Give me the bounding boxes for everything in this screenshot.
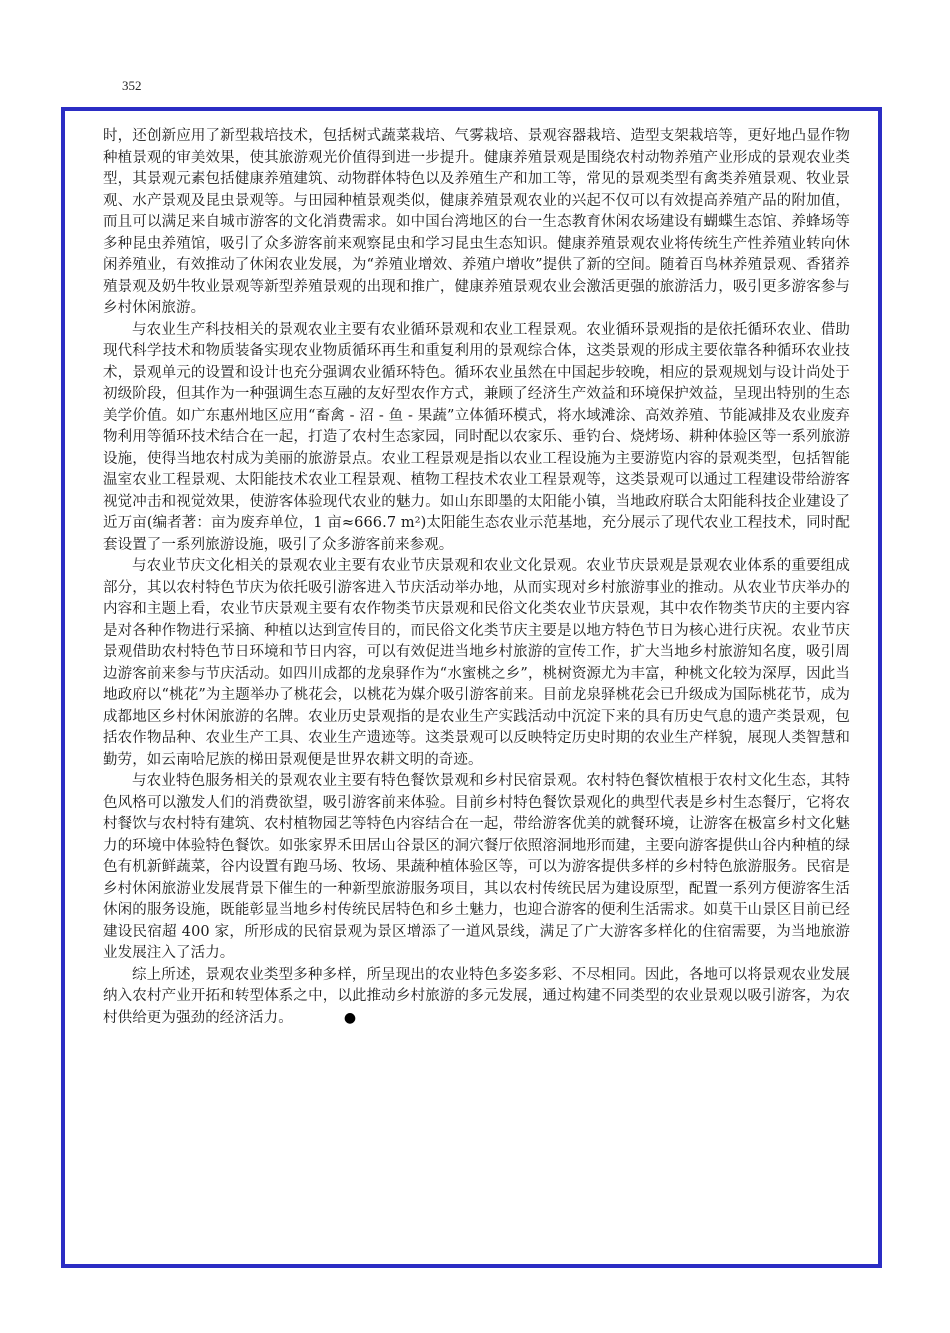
paragraph-2: 与农业生产科技相关的景观农业主要有农业循环景观和农业工程景观。农业循环景观指的是依托循环农业、借助现代科学技术和物质装备实现农业物质循环再生和重复利用的景观综合体，这类景观的形成主要依靠各种循环农业技术，景观单元的设置和设计也充分强调农业循环特色。循环农业虽然在中国起步较晚，相应的景观规划与设计尚处于初级阶段，但其作为一种强调生态互融的友好型农作方式，兼顾了经济生产效益和环境保护效益，呈现出特别的生态美学价值。如广东惠州地区应用“畜禽 - 沼 - 鱼 - 果蔬”立体循环模式，将水域滩涂、高效养殖、节能减排及农业废弃物利用等循环技术结合在一起，打造了农村生态家园，同时配以农家乐、垂钓台、烧烤场、耕种体验区等一系列旅游设施，使得当地农村成为美丽的旅游景点。农业工程景观是指以农业工程设施为主要游览内容的景观类型，包括智能温室农业工程景观、太阳能技术农业工程景观、植物工程技术农业工程景观等，这类景观可以通过工程建设带给游客视觉冲击和视觉效果，使游客体验现代农业的魅力。如山东即墨的太阳能小镇，当地政府联合太阳能科技企业建设了近万亩(编者著：亩为废弃单位，1 亩≈666.7 m²)太阳能生态农业示范基地，充分展示了现代农业工程技术，同时配套设置了一系列旅游设施，吸引了众多游客前来参观。: [103, 321, 850, 553]
paragraph-4: 与农业特色服务相关的景观农业主要有特色餐饮景观和乡村民宿景观。农村特色餐饮植根于农村文化生态，其特色风格可以激发人们的消费欲望，吸引游客前来体验。目前乡村特色餐饮景观化的典型代表是乡村生态餐厅，它将农村餐饮与农村特有建筑、农村植物园艺等特色内容结合在一起，带给游客优美的就餐环境，让游客在极富乡村文化魅力的环境中体验特色餐饮。如张家界禾田居山谷景区的洞穴餐厅依照溶洞地形而建，主要向游客提供山谷内种植的绿色有机新鲜蔬菜，谷内设置有跑马场、牧场、果蔬种植体验区等，可以为游客提供多样的乡村特色旅游服务。民宿是乡村休闲旅游业发展背景下催生的一种新型旅游服务项目，其以农村传统民居为建设原型，配置一系列方便游客生活休闲的服务设施，既能彰显当地乡村传统民居特色和乡土魅力，也迎合游客的便利生活需求。如莫干山景区目前已经建设民宿超 400 家，所形成的民宿景观为景区增添了一道风景线，满足了广大游客多样化的住宿需要，为当地旅游业发展注入了活力。: [103, 773, 850, 961]
end-of-article-mark: ●: [343, 1009, 357, 1026]
paragraph-5: [103, 965, 850, 1030]
paragraph-3: 与农业节庆文化相关的景观农业主要有农业节庆景观和农业文化景观。农业节庆景观是景观农业体系的重要组成部分，其以农村特色节庆为依托吸引游客进入节庆活动举办地，从而实现对乡村旅游事业的推动。从农业节庆举办的内容和主题上看，农业节庆景观主要有农作物类节庆景观和民俗文化类农业节庆景观，其中农作物类节庆的主要内容是对各种作物进行采摘、种植以达到宣传目的，而民俗文化类节庆主要是以地方特色节日为核心进行庆祝。农业节庆景观借助农村特色节日环境和节日内容，可以有效促进当地乡村旅游的宣传工作，扩大当地乡村旅游知名度，吸引周边游客前来参与节庆活动。如四川成都的龙泉驿作为“水蜜桃之乡”，桃树资源尤为丰富，种桃文化较为深厚，因此当地政府以“桃花”为主题举办了桃花会，以桃花为媒介吸引游客前来。目前龙泉驿桃花会已升级成为国际桃花节，成为成都地区乡村休闲旅游的名牌。农业历史景观指的是农业生产实践活动中沉淀下来的具有历史气息的遗产类景观，包括农作物品种、农业生产工具、农业生产遗迹等。这类景观可以反映特定历史时期的农业生产样貌，展现人类智慧和勤劳，如云南哈尼族的梯田景观便是世界农耕文明的奇迹。: [103, 558, 850, 768]
paragraph-5-text: 综上所述，景观农业类型多种多样，所呈现出的农业特色多姿多彩、不尽相同。因此，各地可以将景观农业发展纳入农村产业开拓和转型体系之中，以此推动乡村旅游的多元发展，通过构建不同类型的农业景观以吸引游客，为农村供给更为强劲的经济活力。: [103, 966, 850, 1026]
paragraph-1: 时，还创新应用了新型栽培技术，包括树式蔬菜栽培、气雾栽培、景观容器栽培、造型支架栽培等，更好地凸显作物种植景观的审美效果，使其旅游观光价值得到进一步提升。健康养殖景观是围绕农村动物养殖产业形成的景观农业类型，其景观元素包括健康养殖建筑、动物群体特色以及养殖生产和加工等，常见的景观类型有禽类养殖景观、牧业景观、水产景观及昆虫景观等。与田园种植景观类似，健康养殖景观农业的兴起不仅可以有效提高养殖产品的附加值，而且可以满足来自城市游客的文化消费需求。如中国台湾地区的台一生态教育休闲农场建设有蝴蝶生态馆、养蜂场等多种昆虫养殖馆，吸引了众多游客前来观察昆虫和学习昆虫生态知识。健康养殖景观农业将传统生产性养殖业转向休闲养殖业，有效推动了休闲农业发展，为“养殖业增效、养殖户增收”提供了新的空间。随着百鸟林养殖景观、香猪养殖景观及奶牛牧业景观等新型养殖景观的出现和推广，健康养殖景观农业会激活更强的旅游活力，吸引更多游客参与乡村休闲旅游。: [103, 128, 850, 316]
page-number: 352: [122, 78, 142, 93]
article-body: [103, 126, 850, 1029]
